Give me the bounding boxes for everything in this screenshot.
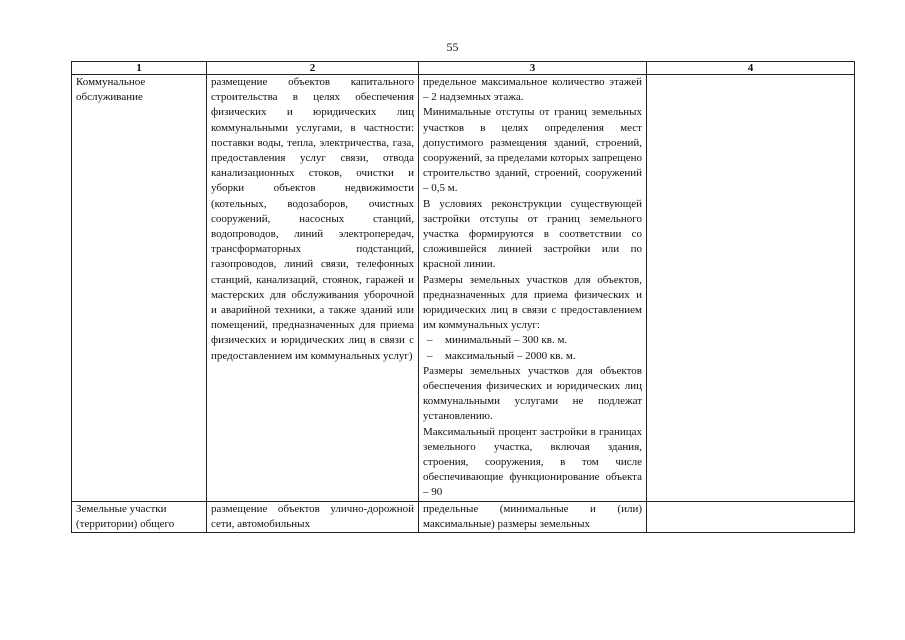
parameters-cell — [419, 75, 647, 502]
land-use-description-cell: размещение объектов капитального строительства в целях обеспечения физических и юридических лиц коммунальными услугами, в частности: поставки воды, тепла, электричества, газа, предоставления услуг связи, отвода канализационных стоков, очистки и уборки объектов недвижимости (котельных, водозаборов, очистных сооружений, насосных станций, водопроводов, линий электропередач, трансформаторных подстанций, газопроводов, линий связи, телефонных станций, канализаций, стоянок, гаражей и мастерских для обслуживания уборочной и аварийной техники, а также зданий или помещений, предназначенных для приема физических и юридических лиц в связи с предоставлением им коммунальных услуг) — [207, 75, 419, 502]
parameter-paragraph: Размеры земельных участков для объектов обеспечения физических и юридических лиц коммунальными услугами не подлежат установлению. — [423, 364, 642, 423]
dash-bullet: – — [427, 334, 433, 347]
land-use-type-cell: Земельные участки (территории) общего — [72, 501, 207, 532]
dash-list-item — [423, 333, 642, 348]
parameter-paragraph: Максимальный процент застройки в границах земельного участка, включая здания, строения, сооружения, в том числе обеспечивающие функционирование объекта – 90 — [423, 425, 642, 499]
column-header-2: 2 — [207, 62, 419, 75]
table-header-row — [72, 62, 855, 75]
column-header-4: 4 — [647, 62, 855, 75]
notes-cell — [647, 75, 855, 502]
list-item-text: максимальный – 2000 кв. м. — [445, 349, 576, 362]
column-header-1: 1 — [72, 62, 207, 75]
table-row — [72, 501, 855, 532]
table-row — [72, 75, 855, 502]
parameter-paragraph: Размеры земельных участков для объектов, предназначенных для приема физических и юридических лиц в связи с предоставлением им коммунальных услуг: — [423, 273, 642, 332]
land-use-type-cell: Коммунальное обслуживание — [72, 75, 207, 502]
parameter-paragraph: Минимальные отступы от границ земельных участков в целях определения мест допустимого размещения зданий, строений, сооружений, за пределами которых запрещено строительство зданий, строений, сооружений – 0,5 м. — [423, 106, 642, 195]
parameters-cell: предельные (минимальные и (или) максимальные) размеры земельных — [419, 501, 647, 532]
list-item-text: минимальный – 300 кв. м. — [445, 334, 568, 347]
notes-cell — [647, 501, 855, 532]
parameter-paragraph: В условиях реконструкции существующей застройки отступы от границ земельного участка формируются в соответствии со сложившейся линией застройки или по красной линии. — [423, 197, 642, 271]
column-header-3: 3 — [419, 62, 647, 75]
land-use-description-cell: размещение объектов улично-дорожной сети, автомобильных — [207, 501, 419, 532]
parameter-paragraph: предельное максимальное количество этажей – 2 надземных этажа. — [423, 76, 642, 104]
page-number: 55 — [446, 40, 459, 54]
dash-bullet: – — [427, 349, 433, 362]
regulations-table — [71, 61, 855, 533]
dash-list-item — [423, 349, 642, 364]
